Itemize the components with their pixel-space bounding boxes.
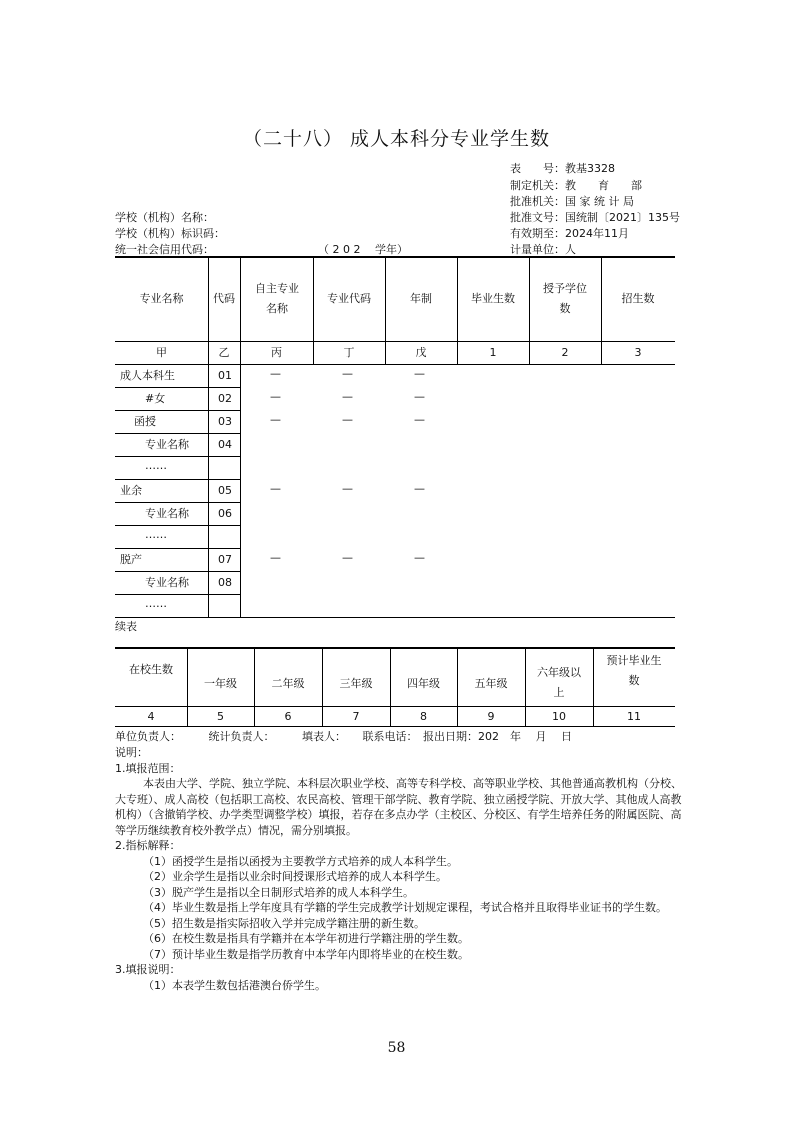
dash-mark: — xyxy=(414,482,425,495)
note-item: （6）在校生数是指具有学籍并在本学年初进行学籍注册的学生数。 xyxy=(143,932,469,945)
code-label: 丁 xyxy=(343,346,355,359)
code-label: 7 xyxy=(352,709,360,723)
code-label: 8 xyxy=(420,709,427,723)
continued-label: 续表 xyxy=(115,620,137,633)
school-year-label: （ 2 0 2 学年） xyxy=(318,243,408,256)
row-label: …… xyxy=(145,597,167,610)
header-grade: 五年级 xyxy=(474,677,508,690)
row-label: #女 xyxy=(145,392,166,405)
dash-mark: — xyxy=(270,551,281,564)
dash-mark: — xyxy=(342,367,353,380)
dash-mark: — xyxy=(270,413,281,426)
header-degrees-awarded: 授予学位数 xyxy=(543,282,587,315)
notes-definitions-title: 2.指标解释： xyxy=(115,839,181,852)
code-label: 3 xyxy=(634,346,642,359)
dash-mark: — xyxy=(270,390,281,403)
row-label: 成人本科生 xyxy=(120,369,175,382)
row-code: 07 xyxy=(218,553,232,566)
row-code: 08 xyxy=(218,576,232,589)
code-label: 戊 xyxy=(415,346,427,359)
notes-instructions-title: 3.填报说明： xyxy=(115,963,181,976)
page-number: 58 xyxy=(387,1040,406,1056)
row-code: 02 xyxy=(218,392,232,405)
dash-mark: — xyxy=(414,367,425,380)
header-graduates: 毕业生数 xyxy=(471,292,515,305)
row-label: 专业名称 xyxy=(145,576,189,589)
dash-mark: — xyxy=(414,413,425,426)
header-major-name: 专业名称 xyxy=(139,292,184,305)
note-item: （7）预计毕业生数是指学历教育中本学年内即将毕业的在校生数。 xyxy=(143,947,469,961)
dash-mark: — xyxy=(270,367,281,380)
code-label: 丙 xyxy=(271,346,282,359)
dash-mark: — xyxy=(342,551,353,564)
note-item: （1）本表学生数包括港澳台侨学生。 xyxy=(143,978,326,992)
notes-scope-title: 1.填报范围： xyxy=(115,761,181,775)
row-code: 04 xyxy=(218,438,232,451)
row-label: …… xyxy=(145,528,167,541)
dash-mark: — xyxy=(414,551,425,564)
header-major-code: 专业代码 xyxy=(327,292,371,305)
code-label: 甲 xyxy=(156,346,167,359)
code-label: 11 xyxy=(627,709,641,723)
dash-mark: — xyxy=(342,482,353,495)
row-code: 06 xyxy=(218,507,232,520)
header-enrollment: 招生数 xyxy=(621,292,655,305)
note-item: （4）毕业生数是指上学年度具有学籍的学生完成教学计划规定课程，考试合格并且取得毕业证书的学生数。 xyxy=(143,901,667,914)
dash-mark: — xyxy=(342,413,353,426)
code-label: 乙 xyxy=(218,346,230,359)
dash-mark: — xyxy=(414,390,425,403)
row-label: 脱产 xyxy=(120,553,142,566)
header-grade: 四年级 xyxy=(407,677,440,690)
page-title: （二十八） 成人本科分专业学生数 xyxy=(242,128,551,150)
unit-of-measure: 计量单位：人 xyxy=(510,243,576,256)
signature-line: 单位负责人： 统计负责人： 填表人： 联系电话： 报出日期：202 年 月 日 xyxy=(115,730,572,743)
table-number: 表 号：教基3328 xyxy=(510,162,615,175)
header-enrolled: 在校生数 xyxy=(129,663,173,676)
valid-until: 有效期至：2024年11月 xyxy=(510,227,629,240)
row-label: 业余 xyxy=(120,484,142,497)
row-label: …… xyxy=(145,459,167,472)
approval-number: 批准文号：国统制〔2021〕135号 xyxy=(510,211,680,224)
approving-authority: 批准机关：国 家 统 计 局 xyxy=(510,195,634,208)
header-grade: 六年级以上 xyxy=(537,666,581,699)
issuing-authority: 制定机关：教 育 部 xyxy=(510,179,642,192)
header-code: 代码 xyxy=(213,292,235,305)
dash-mark: — xyxy=(270,482,281,495)
code-label: 4 xyxy=(147,709,155,723)
school-name-label: 学校（机构）名称： xyxy=(115,211,214,224)
header-expected-graduates: 预计毕业生数 xyxy=(606,654,662,687)
note-item: （3）脱产学生是指以全日制形式培养的成人本科学生。 xyxy=(143,885,414,899)
code-label: 1 xyxy=(489,346,497,359)
row-code: 01 xyxy=(218,369,232,382)
code-label: 6 xyxy=(284,709,292,723)
note-item: （1）函授学生是指以函授为主要教学方式培养的成人本科学生。 xyxy=(143,854,458,868)
notes-section xyxy=(115,745,683,993)
code-label: 2 xyxy=(561,346,569,359)
school-id-label: 学校（机构）标识码： xyxy=(115,227,225,240)
notes-heading: 说明： xyxy=(115,746,148,759)
row-label: 专业名称 xyxy=(145,438,189,451)
header-grade: 三年级 xyxy=(339,677,373,690)
note-item: （5）招生数是指实际招收入学并完成学籍注册的新生数。 xyxy=(143,916,425,930)
code-label: 10 xyxy=(552,709,566,723)
header-grade: 二年级 xyxy=(271,677,305,690)
row-label: 专业名称 xyxy=(145,507,189,520)
credit-code-label: 统一社会信用代码： xyxy=(115,243,214,256)
notes-scope-body: 本表由大学、学院、独立学院、本科层次职业学校、高等专科学校、高等职业学校、其他普通高教机构（分校、大专班）、成人高校（包括职工高校、农民高校、管理干部学院、教育学院、独立函授学院、开放大学、其他成人高教机构）（含撤销学校、办学类型调整学校）填报，若存在多点办学（主校区、分校区、有学生培养任务的附属医院、高等学历继续教育校外教学点）情况，需分别填报。 xyxy=(115,777,682,837)
row-code: 05 xyxy=(218,484,232,497)
header-custom-major-name: 自主专业名称 xyxy=(255,282,299,315)
code-label: 9 xyxy=(487,709,495,723)
header-grade: 一年级 xyxy=(204,677,237,690)
code-label: 5 xyxy=(217,709,224,723)
row-label: 函授 xyxy=(134,415,156,428)
header-program-length: 年制 xyxy=(410,292,432,305)
note-item: （2）业余学生是指以业余时间授课形式培养的成人本科学生。 xyxy=(143,870,447,883)
row-code: 03 xyxy=(218,415,232,428)
dash-mark: — xyxy=(342,390,353,403)
